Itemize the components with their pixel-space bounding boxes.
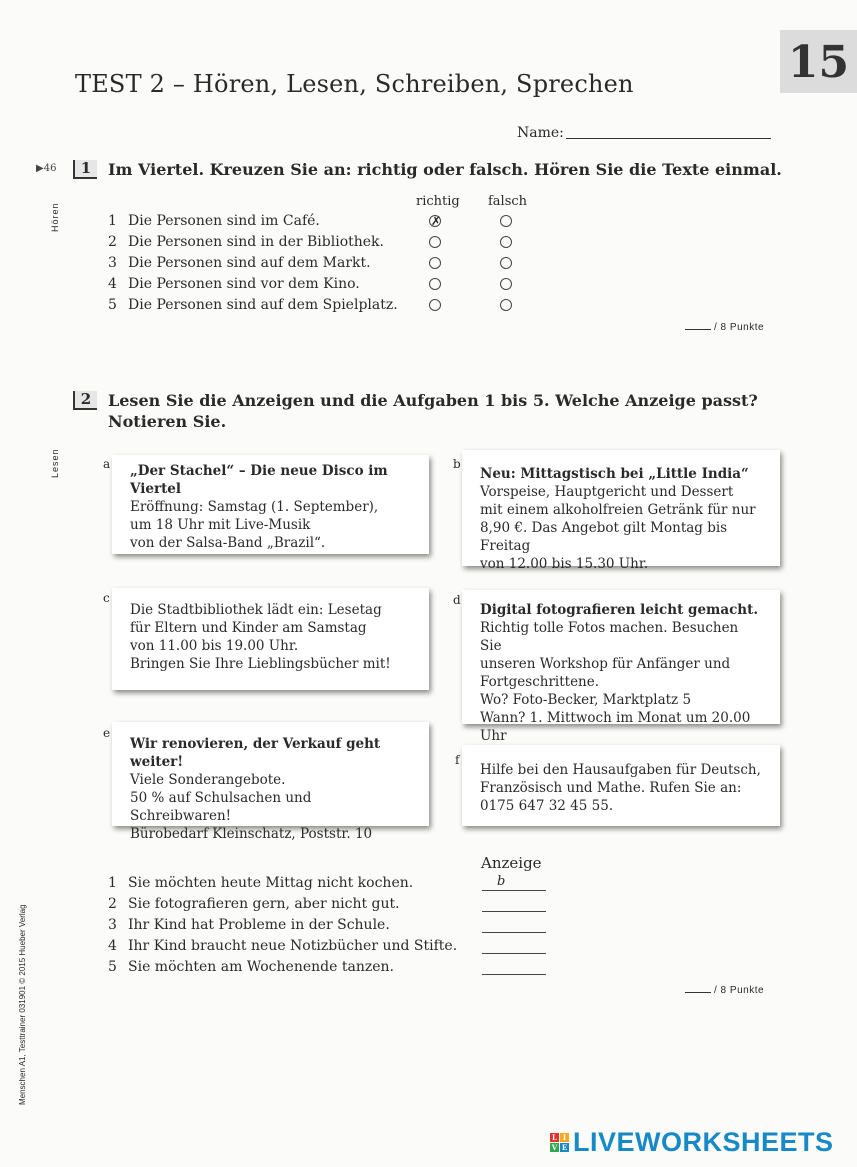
table-row: 4 Ihr Kind braucht neue Notizbücher und Stifte. — [108, 938, 458, 954]
logo-grid-icon: L I V E — [551, 1132, 568, 1152]
checked-mark-icon: ✗ — [430, 214, 442, 228]
radio-falsch-3[interactable] — [500, 257, 512, 269]
list-item: 3 Die Personen sind auf dem Markt. — [108, 255, 371, 271]
list-item: 5 Die Personen sind auf dem Spielplatz. — [108, 297, 398, 313]
page-number: 15 — [780, 30, 857, 93]
ad-letter-d: d — [453, 593, 461, 607]
column-richtig: richtig — [416, 194, 460, 209]
ad-letter-b: b — [453, 457, 461, 471]
table-row: 3 Ihr Kind hat Probleme in der Schule. — [108, 917, 390, 933]
section2-title-line1: Lesen Sie die Anzeigen und die Aufgaben 1 bis 5. Welche Anzeige passt? — [108, 391, 758, 410]
radio-richtig-1[interactable] — [429, 215, 441, 227]
task-number-1: 1 — [73, 160, 97, 179]
ad-card-d: Digital fotografieren leicht gemacht. Richtig tolle Fotos machen. Besuchen Sie unseren Workshop für Anfänger und Fortgeschrittene. Wo? Foto-Becker, Marktplatz 5 Wann? 1. Mittwoch im Monat um 20.00 Uhr — [462, 590, 780, 724]
radio-richtig-5[interactable] — [429, 299, 441, 311]
radio-richtig-2[interactable] — [429, 236, 441, 248]
answer-input-2[interactable] — [482, 911, 546, 912]
name-label: Name: — [517, 125, 564, 141]
ad-letter-a: a — [103, 457, 111, 471]
ad-card-c: Die Stadtbibliothek lädt ein: Lesetag für Eltern und Kinder am Samstag von 11.00 bis 19.00 Uhr. Bringen Sie Ihre Lieblingsbücher mit! — [112, 588, 429, 690]
answer-input-4[interactable] — [482, 953, 546, 954]
skill-label-hoeren: Hören — [50, 202, 60, 232]
copyright-text: Menschen A1, Testtrainer 031901 © 2015 Hueber Verlag — [18, 904, 27, 1105]
table-row: 2 Sie fotografieren gern, aber nicht gut. — [108, 896, 400, 912]
ad-card-e: Wir renovieren, der Verkauf geht weiter! Viele Sonderangebote. 50 % auf Schulsachen und Schreibwaren! Bürobedarf Kleinschatz, Poststr. 10 — [112, 722, 429, 826]
answer-input-1[interactable] — [482, 890, 546, 891]
skill-label-lesen: Lesen — [50, 448, 60, 478]
radio-falsch-1[interactable] — [500, 215, 512, 227]
ad-card-a: „Der Stachel“ – Die neue Disco im Viertel Eröffnung: Samstag (1. September), um 18 Uhr mit Live-Musik von der Salsa-Band „Brazil“. — [112, 455, 429, 554]
answer-input-3[interactable] — [482, 932, 546, 933]
ad-letter-f: f — [455, 753, 460, 767]
radio-richtig-3[interactable] — [429, 257, 441, 269]
list-item: 4 Die Personen sind vor dem Kino. — [108, 276, 360, 292]
name-input-line[interactable] — [566, 138, 771, 139]
ad-letter-e: e — [103, 726, 111, 740]
page-title: TEST 2 – Hören, Lesen, Schreiben, Sprechen — [75, 70, 634, 98]
task-number-2: 2 — [73, 391, 97, 410]
column-falsch: falsch — [488, 194, 528, 209]
radio-richtig-4[interactable] — [429, 278, 441, 290]
audio-track — [36, 163, 56, 174]
points-blank[interactable] — [685, 992, 711, 993]
brand-text: LIVEWORKSHEETS — [573, 1126, 834, 1157]
section2-title-line2: Notieren Sie. — [108, 412, 227, 431]
radio-falsch-5[interactable] — [500, 299, 512, 311]
ad-card-f: Hilfe bei den Hausaufgaben für Deutsch, Französisch und Mathe. Rufen Sie an: 0175 647 32 45 55. — [462, 745, 780, 826]
track-number: 46 — [43, 163, 57, 174]
points-section2: / 8 Punkte — [685, 985, 764, 996]
section1-title: Im Viertel. Kreuzen Sie an: richtig oder falsch. Hören Sie die Texte einmal. — [108, 160, 782, 179]
ad-letter-c: c — [103, 591, 110, 605]
table-row: 1 Sie möchten heute Mittag nicht kochen. — [108, 875, 414, 891]
answer-column-header: Anzeige — [481, 854, 542, 872]
answer-value-1: b — [497, 874, 506, 889]
points-section1: / 8 Punkte — [685, 322, 764, 333]
table-row: 5 Sie möchten am Wochenende tanzen. — [108, 959, 394, 975]
answer-input-5[interactable] — [482, 974, 546, 975]
points-blank[interactable] — [685, 329, 711, 330]
play-icon: ▶ — [36, 163, 44, 174]
radio-falsch-4[interactable] — [500, 278, 512, 290]
list-item: 1 Die Personen sind im Café. — [108, 213, 320, 229]
radio-falsch-2[interactable] — [500, 236, 512, 248]
liveworksheets-logo — [550, 1125, 834, 1159]
ad-card-b: Neu: Mittagstisch bei „Little India“ Vorspeise, Hauptgericht und Dessert mit einem alkoholfreien Getränk für nur 8,90 €. Das Angebot gilt Montag bis Freitag von 12.00 bis 15.30 Uhr. — [462, 450, 780, 566]
list-item: 2 Die Personen sind in der Bibliothek. — [108, 234, 384, 250]
